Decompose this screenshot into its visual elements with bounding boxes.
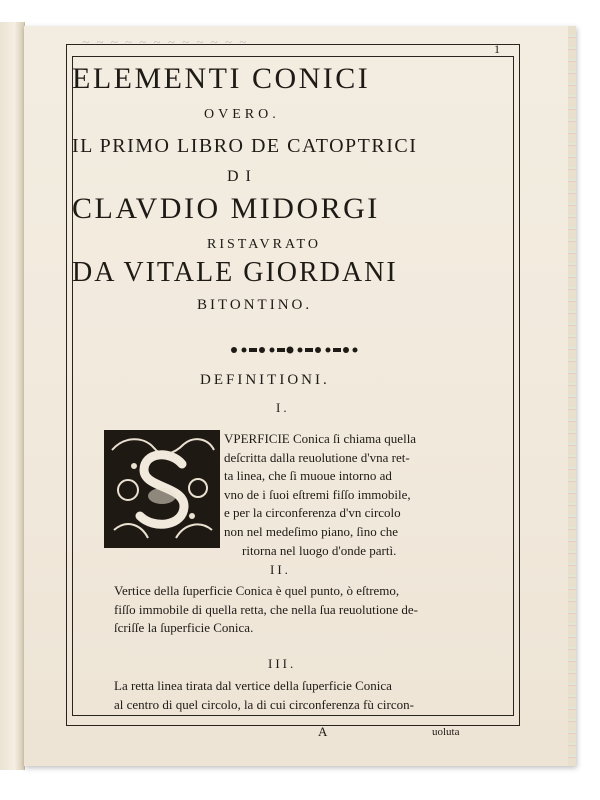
title-line-2: OVERO. (204, 107, 280, 122)
definition-1-text (224, 430, 416, 560)
title-line-8: BITONTINO. (197, 297, 313, 313)
text-line: La retta linea tirata dal vertice della ſuperficie Conica (114, 678, 392, 693)
fleuron-ornament (224, 343, 364, 357)
text-line: non nel medeſimo piano, ſino che (224, 523, 399, 539)
author-name: CLAVDIO MIDORGI (72, 192, 380, 225)
page-number: 1 (494, 42, 500, 56)
definition-numeral-1: I. (276, 400, 290, 415)
text-line: VPERFICIE Conica ſi chiama quella (224, 431, 417, 446)
text-line: ta linea, che ſi muoue intorno ad (224, 468, 392, 484)
text-line: ſcriſſe la ſuperficie Conica. (114, 620, 254, 636)
text-line: Vertice della ſuperficie Conica è quel punto, ò eſtremo, (114, 583, 400, 598)
title-line-6: RISTAVRATO (207, 237, 321, 252)
section-title: DEFINITIONI. (200, 372, 330, 388)
text-line: vno de i ſuoi eſtremi fiſſo immobile, (224, 486, 411, 502)
text-line: e per la circonferenza d'vn circolo (224, 505, 401, 521)
text-line: al centro di quel circolo, la di cui circonferenza fù circon- (114, 696, 414, 712)
definition-numeral-3: III. (268, 656, 297, 671)
facing-page-edge (0, 22, 25, 770)
title-line-1: ELEMENTI CONICI (72, 62, 371, 95)
text-line: ritorna nel luogo d'onde partì. (242, 542, 397, 558)
definition-2-text (114, 582, 418, 638)
text-line: deſcritta dalla reuolutione d'vna ret- (224, 449, 410, 465)
definition-3-text (114, 677, 414, 714)
definition-numeral-2: II. (270, 562, 291, 577)
text-line: fiſſo immobile di quella retta, che nella ſua reuolutione de- (114, 601, 418, 617)
editor-name: DA VITALE GIORDANI (72, 257, 398, 288)
signature-mark: A (318, 724, 328, 739)
faded-inscription: ~ ~ ~ ~ ~ ~ ~ ~ ~ ~ ~ ~ (82, 34, 249, 49)
title-line-4: DI (227, 168, 258, 185)
catchword: uoluta (432, 726, 460, 738)
title-line-3: IL PRIMO LIBRO DE CATOPTRICI (72, 135, 418, 157)
decorated-initial-s (104, 430, 220, 548)
page-fore-edge (568, 26, 576, 766)
